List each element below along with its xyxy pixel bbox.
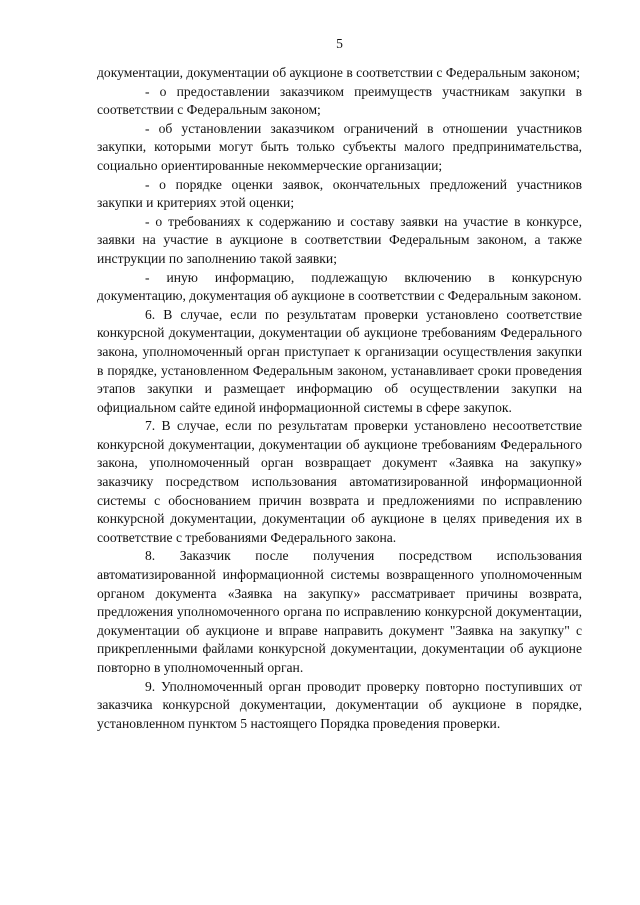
page-number: 5: [336, 36, 343, 51]
clause-8: 8. Заказчик после получения посредством использования автоматизированной информационной системы возвращенного уполномоченным органом документа «Заявка на закупку» рассматривает причины возврата, предложения уполномоченного органа по исправлению конкурсной документации, документации об аукционе и вправе направить документ "Заявка на закупку" с прикрепленными файлами конкурсной документации, документации об аукционе повторно в уполномоченный орган.: [97, 548, 582, 675]
list-item-other-information: - иную информацию, подлежащую включению в конкурсную документацию, документация об аукционе в соответствии с Федеральным законом.: [97, 269, 582, 304]
clause-7: 7. В случае, если по результатам проверки установлено несоответствие конкурсной документации, документации об аукционе требованиям Федерального закона, уполномоченный орган возвращает документ «Заявка на закупку» заказчику посредством использования автоматизированной информационной системы с обоснованием причин возврата и предложениями по исправлению конкурсной документации, документации об аукционе в целях приведения их в соответствие с требованиями Федерального закона.: [97, 418, 582, 545]
list-item-evaluation-order: - о порядке оценки заявок, окончательных предложений участников закупки и критериях этой оценки;: [97, 176, 582, 211]
clause-9: 9. Уполномоченный орган проводит проверку повторно поступивших от заказчика конкурсной документации, документации об аукционе в порядке, установленном пунктом 5 настоящего Порядка проведения проверки.: [97, 678, 582, 731]
clause-6: 6. В случае, если по результатам проверки установлено соответствие конкурсной документации, документации об аукционе требованиям Федерального закона, уполномоченный орган приступает к организации осуществления закупки в порядке, установленном Федеральным законом, устанавливает сроки проведения этапов закупки и размещает информацию об осуществлении закупки на официальном сайте единой информационной системы в сфере закупок.: [97, 306, 582, 415]
list-item-application-requirements: - о требованиях к содержанию и составу заявки на участие в конкурсе, заявки на участие в аукционе в соответствии Федеральным законом, а также инструкции по заполнению такой заявки;: [97, 213, 582, 266]
list-item-preferences: - о предоставлении заказчиком преимуществ участникам закупки в соответствии с Федеральным законом;: [97, 83, 582, 118]
list-item-restrictions: - об установлении заказчиком ограничений в отношении участников закупки, которыми могут быть только субъекты малого предпринимательства, социально ориентированные некоммерческие организации;: [97, 120, 582, 173]
paragraph-continuation: документации, документации об аукционе в соответствии с Федеральным законом;: [97, 65, 580, 80]
document-page: [97, 36, 582, 733]
